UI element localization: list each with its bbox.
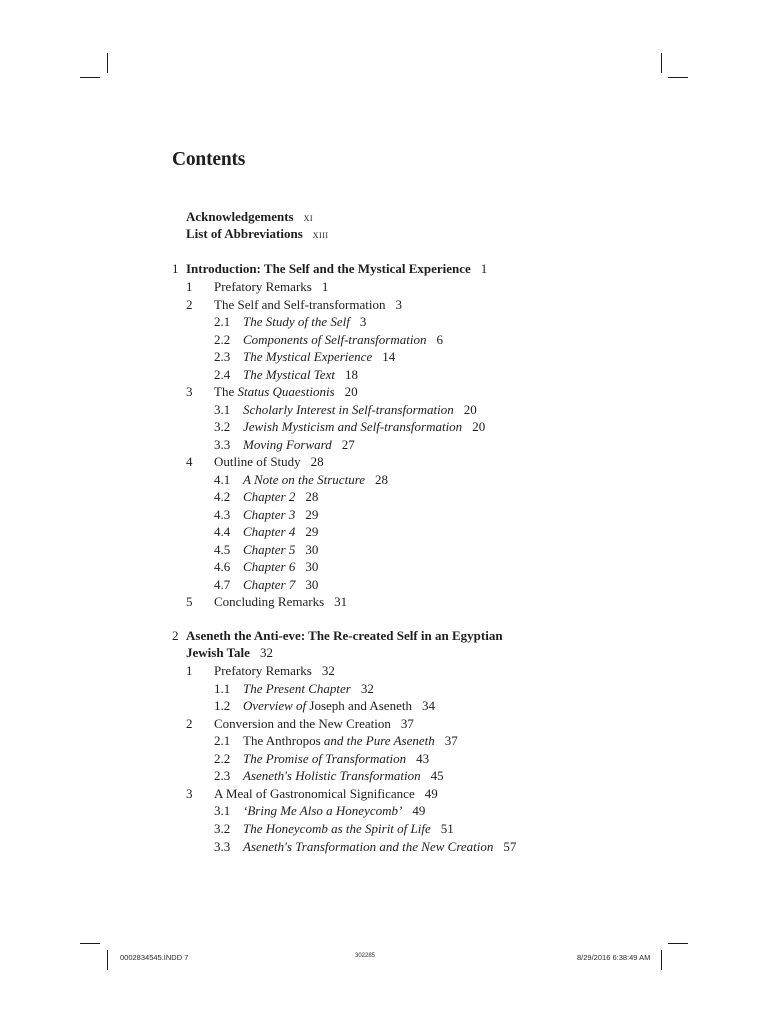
- toc-subsection-number: 3.3: [214, 437, 231, 452]
- toc-subsection-title: Chapter 2: [243, 489, 296, 504]
- toc-page: xiii: [312, 227, 329, 241]
- toc-page: 30: [305, 542, 319, 557]
- toc-subsection-title: Chapter 6: [243, 559, 296, 574]
- toc-page: 20: [463, 402, 477, 417]
- toc-page: 18: [344, 367, 358, 382]
- toc-page: 31: [334, 594, 348, 609]
- toc-subsection: [214, 506, 318, 523]
- toc-subsection-number: 3.3: [214, 839, 231, 854]
- toc-subsection: [214, 348, 395, 365]
- toc-subsection-number: 3.1: [214, 402, 231, 417]
- toc-subsection-title-italic: Overview of: [243, 698, 307, 713]
- toc-chapter-title: Introduction: The Self and the Mystical Experience: [186, 261, 471, 276]
- toc-page: 28: [375, 472, 389, 487]
- crop-mark-bottom-left-h: [80, 943, 100, 944]
- toc-chapter-title-continued: Jewish Tale: [186, 645, 250, 660]
- toc-page: 30: [305, 559, 319, 574]
- crop-mark-bottom-right-h: [668, 943, 688, 944]
- toc-page: 37: [444, 733, 458, 748]
- toc-title: List of Abbreviations: [186, 226, 303, 241]
- page-title: Contents: [172, 149, 246, 170]
- toc-section-title: A Meal of Gastronomical Significance: [214, 786, 415, 801]
- toc-subsection: [214, 401, 477, 418]
- toc-subsection: [214, 680, 374, 697]
- toc-chapter-title: Aseneth the Anti-eve: The Re-created Self in an Egyptian: [186, 628, 503, 643]
- toc-subsection: [214, 697, 435, 714]
- toc-section-number: 2: [186, 716, 193, 731]
- toc-subsection-title: The Promise of Transformation: [243, 751, 407, 766]
- toc-page: 43: [416, 751, 430, 766]
- toc-subsection-title: Chapter 4: [243, 524, 296, 539]
- toc-subsection: [214, 576, 318, 593]
- toc-page: 1: [321, 279, 329, 294]
- crop-mark-top-left-h: [80, 77, 100, 78]
- toc-subsection-title: Jewish Mysticism and Self-transformation: [243, 419, 463, 434]
- toc-chapter-number: 2: [172, 628, 179, 643]
- toc-subsection: [214, 366, 358, 383]
- toc-subsection-title: The Study of the Self: [243, 314, 350, 329]
- toc-subsection-title: A Note on the Structure: [243, 472, 366, 487]
- crop-mark-bottom-right-v: [661, 950, 662, 970]
- toc-front-acknowledgements: [186, 208, 313, 226]
- toc-page: 32: [360, 681, 374, 696]
- toc-subsection-title: The Present Chapter: [243, 681, 351, 696]
- toc-section: [186, 785, 438, 802]
- toc-subsection-number: 3.1: [214, 803, 231, 818]
- toc-subsection-title: Joseph and Aseneth: [306, 698, 412, 713]
- toc-section-number: 1: [186, 663, 193, 678]
- toc-front-abbreviations: [186, 225, 329, 243]
- toc-subsection-title: Chapter 5: [243, 542, 296, 557]
- toc-page: 29: [305, 507, 319, 522]
- toc-subsection-number: 2.2: [214, 332, 231, 347]
- footer-center-code: 302285: [355, 953, 376, 959]
- toc-subsection-title: Chapter 7: [243, 577, 296, 592]
- toc-subsection-number: 3.2: [214, 821, 231, 836]
- toc-page: 32: [321, 663, 335, 678]
- crop-mark-top-right-v: [661, 53, 662, 73]
- toc-section: [186, 593, 347, 610]
- toc-page: 28: [305, 489, 319, 504]
- toc-subsection: [214, 418, 485, 435]
- toc-subsection: [214, 331, 443, 348]
- toc-page: 51: [440, 821, 454, 836]
- toc-subsection-number: 2.2: [214, 751, 231, 766]
- toc-chapter-1: [172, 260, 487, 277]
- toc-page: 14: [382, 349, 396, 364]
- toc-section: [186, 383, 358, 400]
- toc-section-title-italic: Status Quaestionis: [237, 384, 335, 399]
- toc-subsection-number: 4.5: [214, 542, 231, 557]
- crop-mark-top-right-h: [668, 77, 688, 78]
- crop-mark-top-left-v: [107, 53, 108, 73]
- toc-subsection: [214, 802, 425, 819]
- toc-subsection: [214, 750, 429, 767]
- toc-page: 49: [424, 786, 438, 801]
- toc-subsection-number: 2.4: [214, 367, 231, 382]
- toc-subsection-number: 4.7: [214, 577, 231, 592]
- toc-section-number: 1: [186, 279, 193, 294]
- footer-timestamp: 8/29/2016 6:38:49 AM: [577, 953, 651, 962]
- toc-section: [186, 662, 335, 679]
- toc-subsection-title: The Mystical Experience: [243, 349, 373, 364]
- toc-subsection-number: 4.2: [214, 489, 231, 504]
- toc-subsection-number: 4.3: [214, 507, 231, 522]
- toc-section-number: 5: [186, 594, 193, 609]
- toc-section-title: The: [214, 384, 238, 399]
- toc-section-number: 4: [186, 454, 193, 469]
- toc-subsection-number: 4.6: [214, 559, 231, 574]
- toc-subsection: [214, 541, 318, 558]
- toc-chapter-2: [172, 627, 503, 644]
- toc-subsection: [214, 732, 458, 749]
- toc-subsection: [214, 558, 318, 575]
- toc-page: 29: [305, 524, 319, 539]
- toc-section-title: Prefatory Remarks: [214, 279, 312, 294]
- toc-subsection-number: 2.3: [214, 349, 231, 364]
- crop-mark-bottom-left-v: [107, 950, 108, 970]
- toc-section: [186, 278, 328, 295]
- toc-subsection: [214, 436, 355, 453]
- toc-section-number: 3: [186, 786, 193, 801]
- toc-subsection-number: 2.1: [214, 314, 231, 329]
- toc-section-number: 2: [186, 297, 193, 312]
- toc-page: 30: [305, 577, 319, 592]
- toc-page: 6: [436, 332, 443, 347]
- toc-subsection-title: The Mystical Text: [243, 367, 335, 382]
- toc-subsection-number: 2.1: [214, 733, 231, 748]
- toc-title: Acknowledgements: [186, 209, 294, 224]
- toc-page: 3: [359, 314, 367, 329]
- toc-subsection-number: 1.2: [214, 698, 231, 713]
- footer-file-name: 0002834545.INDD 7: [120, 953, 189, 962]
- toc-subsection-number: 1.1: [214, 681, 231, 696]
- toc-page: 3: [395, 297, 402, 312]
- toc-subsection-title: Moving Forward: [243, 437, 332, 452]
- toc-section-title: Conversion and the New Creation: [214, 716, 391, 731]
- toc-subsection: [214, 471, 388, 488]
- toc-subsection: [214, 767, 444, 784]
- toc-subsection-number: 2.3: [214, 768, 231, 783]
- toc-subsection-title: Chapter 3: [243, 507, 296, 522]
- toc-subsection-number: 4.4: [214, 524, 231, 539]
- toc-page: 32: [259, 645, 273, 660]
- toc-subsection: [214, 488, 318, 505]
- toc-subsection-number: 3.2: [214, 419, 231, 434]
- toc-section-title: Prefatory Remarks: [214, 663, 312, 678]
- toc-subsection-number: 4.1: [214, 472, 231, 487]
- toc-chapter-number: 1: [172, 261, 179, 276]
- toc-subsection-title: The Anthropos: [243, 733, 321, 748]
- toc-page: 1: [480, 261, 488, 276]
- toc-subsection-title: ‘Bring Me Also a Honeycomb’: [243, 803, 403, 818]
- toc-page: 28: [310, 454, 324, 469]
- toc-section-number: 3: [186, 384, 193, 399]
- toc-page: 37: [400, 716, 414, 731]
- toc-section-title: Outline of Study: [214, 454, 301, 469]
- toc-section: [186, 453, 324, 470]
- toc-subsection-title: Aseneth's Transformation and the New Creation: [243, 839, 494, 854]
- toc-subsection: [214, 820, 454, 837]
- toc-page: 20: [344, 384, 358, 399]
- toc-section-title: The Self and Self-transformation: [214, 297, 386, 312]
- toc-page: xi: [303, 210, 314, 224]
- toc-page: 27: [341, 437, 355, 452]
- toc-subsection: [214, 313, 366, 330]
- toc-chapter-2-continued: [186, 644, 273, 661]
- toc-subsection-title: Aseneth's Holistic Transformation: [243, 768, 421, 783]
- toc-subsection-title: Scholarly Interest in Self-transformation: [243, 402, 454, 417]
- toc-page: 49: [412, 803, 426, 818]
- toc-subsection-title: Components of Self-transformation: [243, 332, 427, 347]
- toc-page: 45: [430, 768, 444, 783]
- toc-page: 20: [472, 419, 486, 434]
- toc-subsection: [214, 838, 516, 855]
- toc-section: [186, 715, 414, 732]
- toc-page: 57: [503, 839, 517, 854]
- toc-subsection-title-italic: and the Pure Aseneth: [320, 733, 435, 748]
- toc-subsection: [214, 523, 318, 540]
- toc-section-title: Concluding Remarks: [214, 594, 325, 609]
- toc-page: 34: [421, 698, 435, 713]
- toc-subsection-title: The Honeycomb as the Spirit of Life: [243, 821, 431, 836]
- toc-section: [186, 296, 402, 313]
